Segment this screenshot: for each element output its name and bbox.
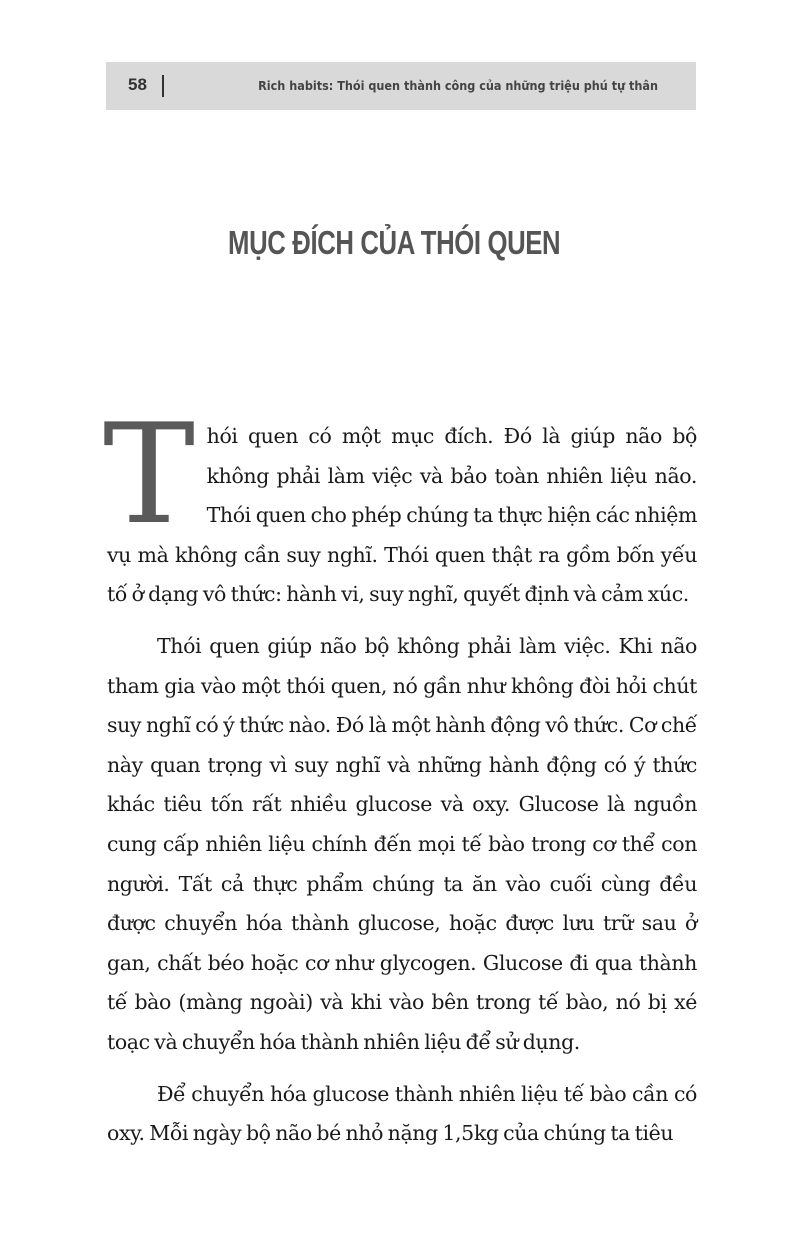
body-text (103, 394, 697, 1166)
paragraph-1 (103, 394, 697, 615)
paragraph-1-text: hói quen có một mục đích. Đó là giúp não bộ không phải làm việc và bảo toàn nhiên liệu não. Thói quen cho phép chúng ta thực hiện các nhiệm vụ mà không cần suy nghĩ. Thói quen thật ra gồm bốn yếu tố ở dạng vô thức: hành vi, suy nghĩ, quyết định và cảm xúc. (107, 424, 697, 607)
chapter-title: MỤC ĐÍCH CỦA THÓI QUEN (228, 224, 561, 261)
running-header (106, 62, 696, 110)
drop-cap: T (103, 394, 195, 555)
header-divider (162, 75, 164, 97)
paragraph-2: Thói quen giúp não bộ không phải làm việc. Khi não tham gia vào một thói quen, nó gần như không đòi hỏi chút suy nghĩ có ý thức nào. Đó là một hành động vô thức. Cơ chế này quan trọng vì suy nghĩ và những hành động có ý thức khác tiêu tốn rất nhiều glucose và oxy. Glucose là nguồn cung cấp nhiên liệu chính đến mọi tế bào trong cơ thể con người. Tất cả thực phẩm chúng ta ăn vào cuối cùng đều được chuyển hóa thành glucose, hoặc được lưu trữ sau ở gan, chất béo hoặc cơ như glycogen. Glucose đi qua thành tế bào (màng ngoài) và khi vào bên trong tế bào, nó bị xé toạc và chuyển hóa thành nhiên liệu để sử dụng. (107, 633, 697, 1054)
running-title: Rich habits: Thói quen thành công của những triệu phú tự thân (258, 78, 658, 93)
page-number: 58 (128, 75, 147, 94)
paragraph-3: Để chuyển hóa glucose thành nhiên liệu tế bào cần có oxy. Mỗi ngày bộ não bé nhỏ nặng 1,5kg của chúng ta tiêu (107, 1081, 697, 1146)
